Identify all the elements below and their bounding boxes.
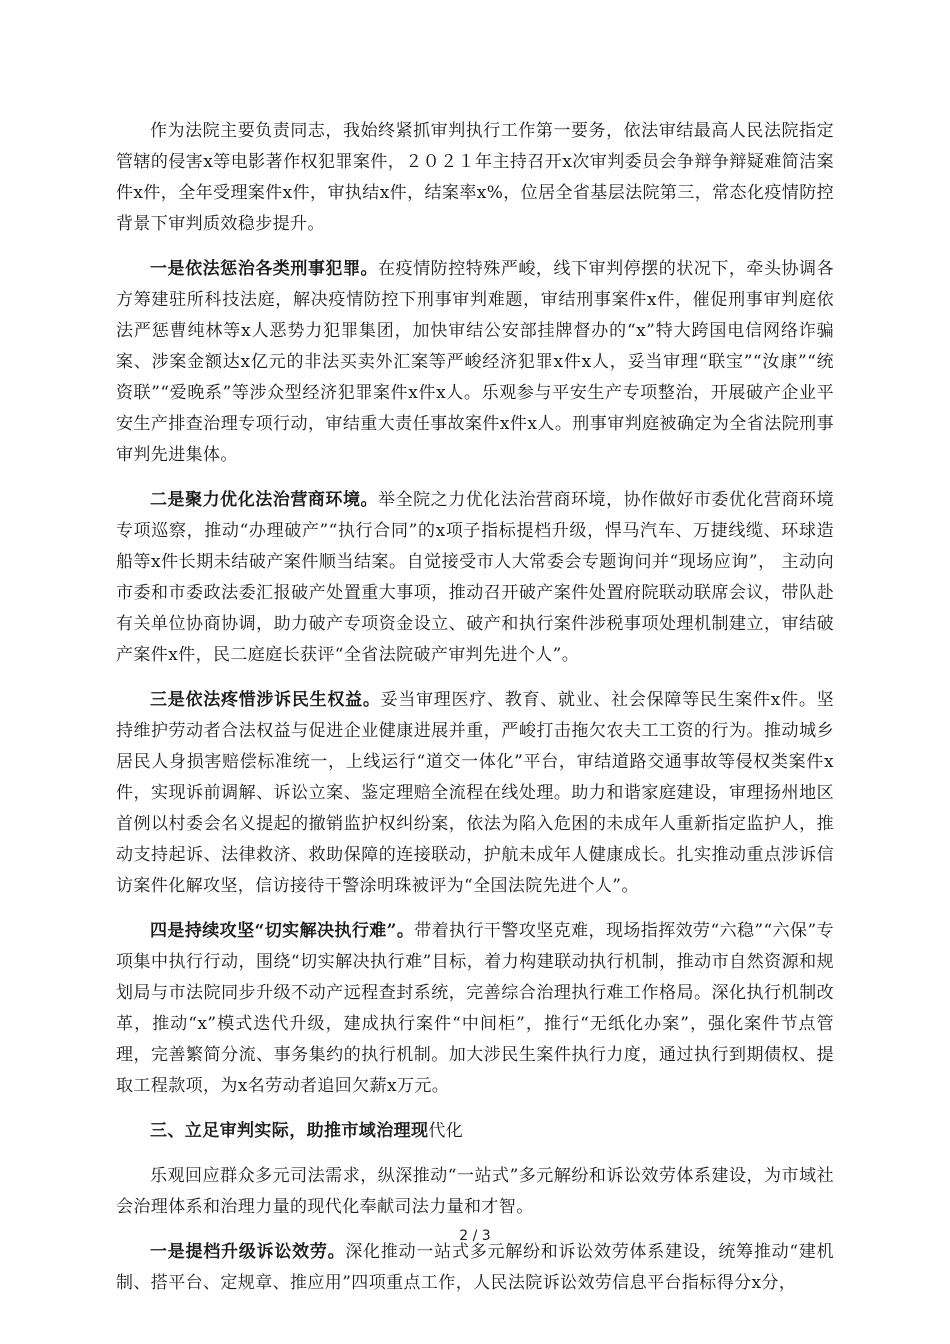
- item-paragraph-3: [116, 685, 834, 902]
- section-intro-text: 乐观回应群众多元司法需求，纵深推动“一站式”多元解纷和诉讼效劳体系建设，为市域社会治理体系和治理力量的现代化奉献司法力量和才智。: [116, 1166, 834, 1217]
- item-lead-3: 三是依法疼惜涉诉民生权益。: [150, 690, 381, 710]
- item-body-1: 在疫情防控特殊严峻，线下审判停摆的状况下，牵头协调各方筹建驻所科技法庭，解决疫情防控下刑事审判难题，审结刑事案件x件，催促刑事审判庭依法严惩曹纯林等x人恶势力犯罪集团，加快审结公安部挂牌督办的“x”特大跨国电信网络诈骗案、涉案金额达x亿元的非法买卖外汇案等严峻经济犯罪x件x人，妥当审理“联宝”“汝康”“统资联”“爱晚系”等涉众型经济犯罪案件x件x人。乐观参与平安生产专项整治，开展破产企业平安生产排查治理专项行动，审结重大责任事故案件x件x人。刑事审判庭被确定为全省法院刑事审判先进集体。: [116, 259, 834, 465]
- item-body-3: 妥当审理医疗、教育、就业、社会保障等民生案件x件。坚持维护劳动者合法权益与促进企业健康进展并重，严峻打击拖欠农夫工工资的行为。推动城乡居民人身损害赔偿标准统一，上线运行“道交一体化”平台，审结道路交通事故等侵权类案件x件，实现诉前调解、诉讼立案、鉴定理赔全流程在线处理。助力和谐家庭建设，审理扬州地区首例以村委会名义提起的撤销监护权纠纷案，依法为陷入危困的未成年人重新指定监护人，推动支持起诉、法律救济、救助保障的连接联动，护航未成年人健康成长。扎实推动重点涉诉信访案件化解攻坚，信访接待干警涂明珠被评为“全国法院先进个人”。: [116, 690, 834, 896]
- last-item-lead: 一是提档升级诉讼效劳。: [150, 1242, 346, 1262]
- intro-paragraph: [116, 116, 834, 240]
- section-heading: [116, 1116, 834, 1147]
- document-body: [116, 116, 834, 1313]
- page-number: 2 / 3: [459, 1228, 491, 1244]
- item-lead-2: 二是聚力优化法治营商环境。: [150, 490, 379, 510]
- section-heading-bold: 三、立足审判实际，助推市域治理现: [150, 1121, 429, 1141]
- item-body-2: 举全院之力优化法治营商环境，协作做好市委优化营商环境专项巡察，推动“办理破产”“执行合同”的x项子指标提档升级，悍马汽车、万捷线缆、环球造船等x件长期未结破产案件顺当结案。自觉接受市人大常委会专题询问并“现场应询”， 主动向市委和市委政法委汇报破产处置重大事项，推动召开破产案件处置府院联动联席会议，带队赴有关单位协商协调，助力破产专项资金设立、破产和执行案件涉税事项处理机制建立，审结破产案件x件，民二庭庭长获评“全省法院破产审判先进个人”。: [116, 490, 834, 665]
- section-intro-paragraph: [116, 1161, 834, 1223]
- item-paragraph-4: [116, 916, 834, 1102]
- item-lead-4: 四是持续攻坚“切实解决执行难”。: [150, 921, 415, 941]
- last-item-body: 深化推动一站式多元解纷和诉讼效劳体系建设，统筹推动“建机制、搭平台、定规章、推应用”四项重点工作，人民法院诉讼效劳信息平台指标得分x分，: [116, 1242, 835, 1293]
- intro-text: 作为法院主要负责同志，我始终紧抓审判执行工作第一要务，依法审结最高人民法院指定管辖的侵害x等电影著作权犯罪案件，２０２１年主持召开x次审判委员会争辩争辩疑难简洁案件x件，全年受理案件x件，审执结x件，结案率x%，位居全省基层法院第三，常态化疫情防控背景下审判质效稳步提升。: [116, 121, 834, 234]
- section-heading-rest: 代化: [428, 1121, 464, 1141]
- item-paragraph-2: [116, 485, 834, 671]
- item-body-4: 带着执行干警攻坚克难，现场指挥效劳“六稳”“六保”专项集中执行行动，围绕“切实解决执行难”目标，着力构建联动执行机制，推动市自然资源和规划局与市法院同步升级不动产远程查封系统，完善综合治理执行难工作格局。深化执行机制改革，推动“x”模式迭代升级，建成执行案件“中间柜”，推行“无纸化办案”，强化案件节点管理，完善繁简分流、事务集约的执行机制。加大涉民生案件执行力度，通过执行到期债权、提取工程款项，为x名劳动者追回欠薪x万元。: [116, 921, 834, 1096]
- last-item-paragraph: [116, 1237, 834, 1299]
- item-lead-1: 一是依法惩治各类刑事犯罪。: [150, 259, 379, 279]
- item-paragraph-1: [116, 254, 834, 471]
